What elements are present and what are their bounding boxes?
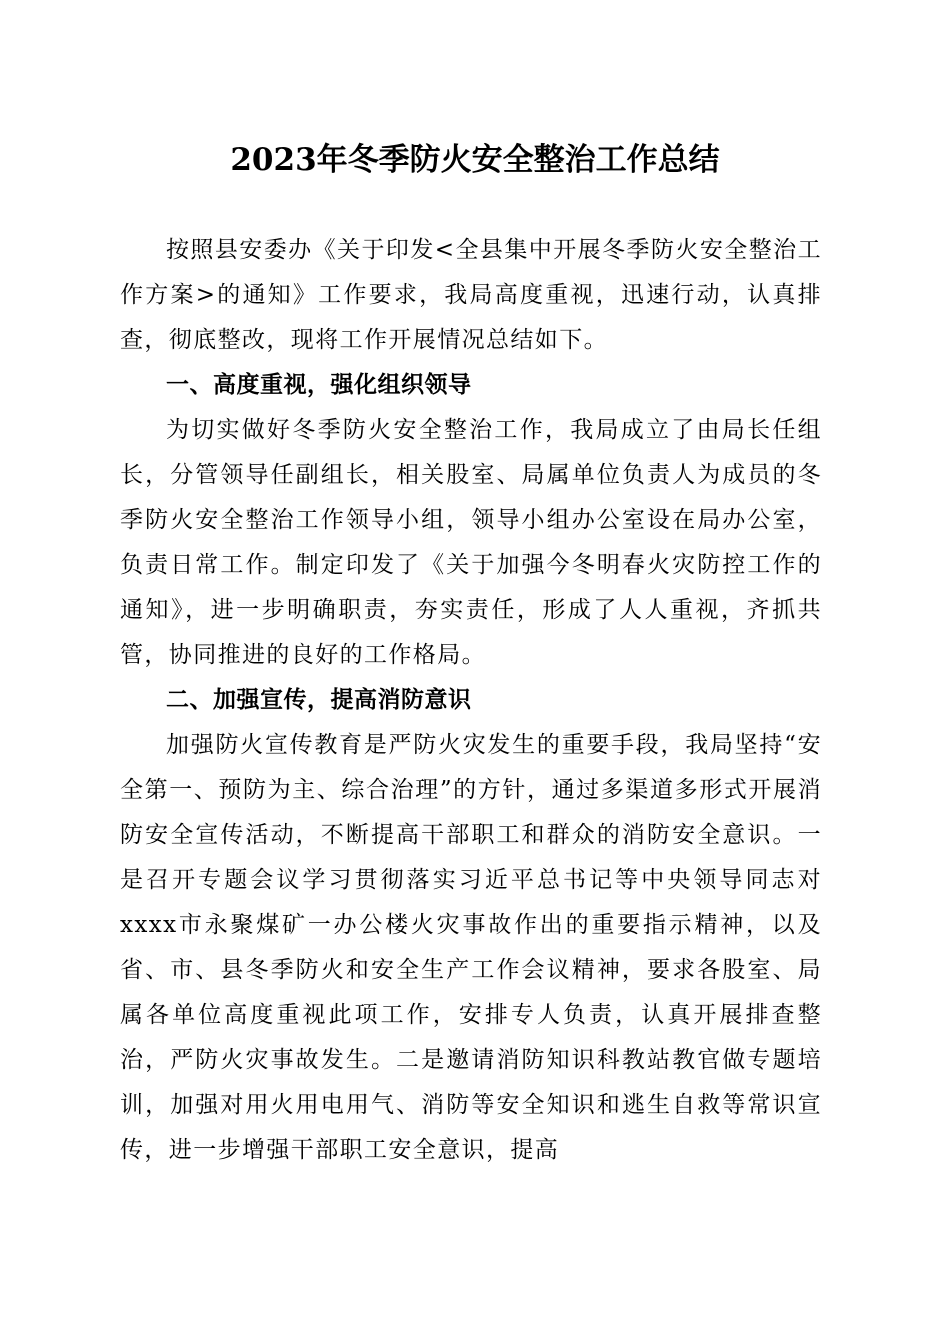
section-1-paragraph: 为切实做好冬季防火安全整治工作，我局成立了由局长任组长，分管领导任副组长，相关股室、局属单位负责人为成员的冬季防火安全整治工作领导小组，领导小组办公室设在局办公室，负责日常工作。制定印发了《关于加强今冬明春火灾防控工作的通知》，进一步明确职责，夯实责任，形成了人人重视，齐抓共管，协同推进的良好的工作格局。	[120, 417, 822, 668]
section-2-heading: 二、加强宣传，提高消防意识	[166, 687, 472, 713]
document-title: 2023年冬季防火安全整治工作总结	[230, 142, 720, 178]
section-1-heading: 一、高度重视，强化组织领导	[166, 372, 472, 398]
document-body	[120, 228, 822, 1173]
intro-paragraph: 按照县安委办《关于印发<全县集中开展冬季防火安全整治工作方案>的通知》工作要求，我局高度重视，迅速行动，认真排查，彻底整改，现将工作开展情况总结如下。	[120, 237, 822, 353]
section-2-paragraph: 加强防火宣传教育是严防火灾发生的重要手段，我局坚持“安全第一、预防为主、综合治理”的方针，通过多渠道多形式开展消防安全宣传活动，不断提高干部职工和群众的消防安全意识。一是召开专题会议学习贯彻落实习近平总书记等中央领导同志对xxxx市永聚煤矿一办公楼火灾事故作出的重要指示精神，以及省、市、县冬季防火和安全生产工作会议精神，要求各股室、局属各单位高度重视此项工作，安排专人负责，认真开展排查整治，严防火灾事故发生。二是邀请消防知识科教站教官做专题培训，加强对用火用电用气、消防等安全知识和逃生自救等常识宣传，进一步增强干部职工安全意识，提高	[120, 732, 822, 1163]
